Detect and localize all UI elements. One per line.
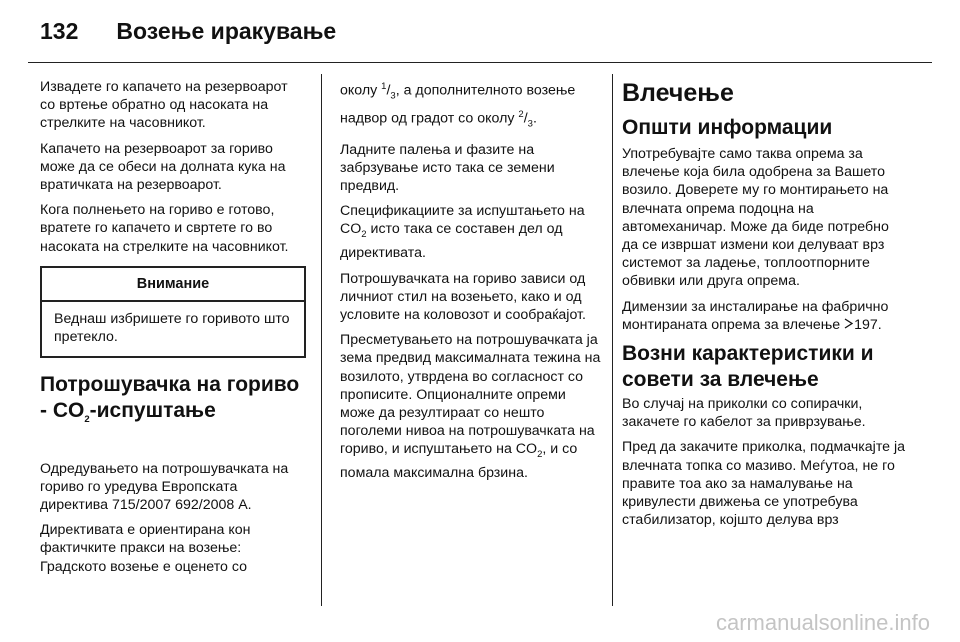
paragraph: Ладните палења и фазите на забрзување исто така се земени предвид. [340,141,555,194]
subscript: 2 [361,229,367,241]
text: околу [340,82,382,99]
section-title: Возење иракување [116,18,337,44]
fraction-slash: / [386,82,391,99]
subscript: 2 [537,449,543,461]
watermark: carmanualsonline.info [715,610,930,635]
paragraph: Потрошувачката на гориво зависи од личниот стил на возењето, како и од условите на коловозот и сообраќајот. [340,270,586,323]
fraction-denominator: 3 [390,90,396,102]
page-header [40,18,336,48]
paragraph: Капачето на резервоарот за гориво може да се обеси на долната кука на вратичката на резервоарот. [40,140,286,194]
warning-text: Веднаш избришете го горивото што претекло. [54,311,290,346]
paragraph: Пред да закачите приколка, подмачкајте ја влечната топка со мазиво. Меѓутоа, не го правите тоа ако за намалување на кривулести движења се употребува стабилизатор, којшто делува врз [622,439,906,529]
fraction-numerator: 1 [381,81,387,92]
paragraph [340,78,602,134]
header-rule [28,62,932,63]
fraction-denominator: 3 [527,118,533,130]
subheading-driving-characteristics: Возни карактеристики и совети за влечење [622,342,874,392]
paragraph [340,202,602,262]
paragraph: Употребувајте само таква опрема за влечење која била одобрена за Вашето возило. Доверете му го монтирањето на влечната опрема подоцна на автомеханичар. Може да биде потребно да се извршат измени кои делуваат врз системот за ладење, топлоотпорните обвивки или друга опрема. [622,146,889,290]
section-heading-fuel-consumption [40,372,306,433]
fraction-numerator: 2 [518,108,524,120]
text: Пресметувањето на потрошувачката ја зема предвид максималната тежина на возилото, утврдена во согласност со прописите. Опционалните опреми може да резултираат со нешто поголеми нивоа на потрошувачката на гориво, и испуштањето на CO [340,332,601,458]
text: Спецификациите за испуштањето на CO [340,203,585,238]
section-heading-towing: Влечење [622,79,734,107]
column-2 [340,78,602,490]
paragraph [340,331,602,482]
warning-box [40,266,306,359]
page-reference-arrow-icon [844,316,854,334]
paragraph: Извадете го капачето на резервоарот со вртење обратно од насоката на стрелките на часовникот. [40,79,288,132]
subheading-general-info: Општи информации [622,116,833,139]
text: , а дополнителното возење надвор од градот со околу [340,82,576,127]
paragraph: Кога полнењето на гориво е готово, вратете го капачето и свртете го во насоката на стрелките на часовникот. [40,202,289,255]
text: , и со помала максимална брзина. [340,441,578,482]
paragraph [622,298,906,334]
paragraph: Во случај на приколки со сопирачки, закачете го кабелот за приврзување. [622,396,866,431]
heading-text: Потрошувачка на гориво - CO [40,373,300,423]
page-reference-link[interactable]: 197 [854,316,878,333]
column-divider-2 [612,74,613,606]
text: исто така се составен дел од директивата. [340,221,563,262]
paragraph: Одредувањето на потрошувачката на гориво го уредува Европската директива 715/2007 692/2008 А. [40,460,289,514]
column-3 [622,78,906,536]
paragraph: Директивата е ориентирана кон фактичките пракси на возење: Градското возење е оценето со [40,522,251,575]
column-divider-1 [321,74,322,606]
warning-title: Внимание [42,268,304,302]
text: . [877,316,882,333]
text: Димензии за инсталирање на фабрично монтираната опрема за влечење [622,298,889,333]
text: . [532,110,537,127]
column-1 [40,78,306,583]
page-number: 132 [40,18,79,44]
fraction-slash: / [523,110,528,127]
heading-subscript: 2 [84,414,90,426]
heading-text: -испуштање [89,399,216,423]
